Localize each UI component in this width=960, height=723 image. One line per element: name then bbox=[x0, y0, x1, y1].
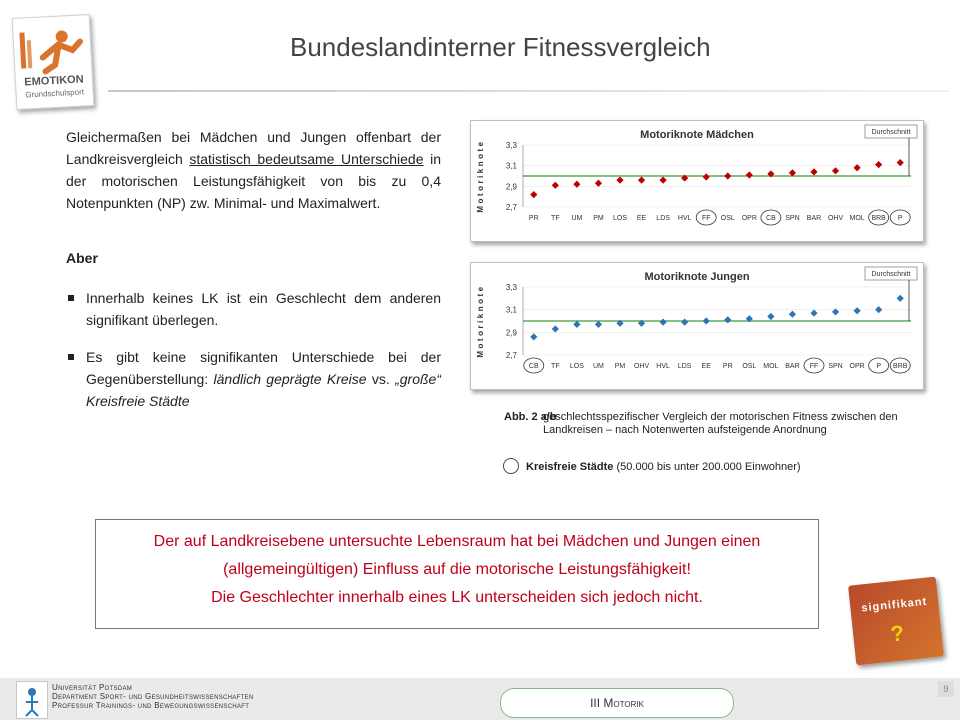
section-label: III Motorik bbox=[590, 696, 644, 710]
boys-point bbox=[681, 319, 688, 326]
boys-point bbox=[530, 333, 537, 340]
girls-point bbox=[746, 171, 753, 178]
boys-category-label: OHV bbox=[633, 363, 650, 370]
conclusion-box bbox=[95, 519, 819, 629]
boys-ytick: 3,3 bbox=[505, 283, 517, 292]
boys-legend-label: Durchschnitt bbox=[871, 271, 911, 278]
boys-category-label: PR bbox=[722, 363, 733, 370]
boys-point bbox=[854, 307, 861, 314]
girls-category-label: BAR bbox=[806, 215, 822, 222]
chart-girls bbox=[470, 120, 924, 242]
stamp-word: signifikant bbox=[860, 595, 928, 615]
kreisfreie-range: (50.000 bis unter 200.000 Einwohner) bbox=[613, 461, 801, 473]
title-divider bbox=[108, 90, 950, 92]
boys-category-label: CB bbox=[528, 363, 539, 370]
girls-point bbox=[616, 177, 623, 184]
boys-category-label: PM bbox=[614, 363, 626, 370]
girls-legend-label: Durchschnitt bbox=[871, 129, 911, 136]
girls-category-label: BRB bbox=[871, 215, 886, 222]
boys-point bbox=[573, 321, 580, 328]
boys-category-label: LOS bbox=[569, 363, 584, 370]
figure-caption-text: geschlechtsspezifischer Vergleich der motorischen Fitness zwischen den Landkreisen – nach Notenwerten aufsteigende Anordnung bbox=[543, 411, 898, 436]
boys-ytick: 3,1 bbox=[505, 305, 517, 315]
boys-point bbox=[595, 321, 602, 328]
boys-point bbox=[789, 311, 796, 318]
boys-title: Motoriknote Jungen bbox=[644, 271, 750, 283]
boys-category-label: BAR bbox=[785, 363, 800, 370]
girls-point bbox=[875, 161, 882, 168]
girls-point bbox=[530, 191, 537, 198]
boys-category-label: TF bbox=[551, 363, 560, 370]
page-title: Bundeslandinterner Fitnessvergleich bbox=[290, 32, 711, 62]
girls-category-label: MOL bbox=[849, 215, 865, 222]
girls-point bbox=[703, 173, 710, 180]
bullet-text-2-italic: ländlich geprägte Kreise bbox=[213, 371, 367, 387]
university-line-3: Professur Trainings- und Bewegungswissenschaft bbox=[52, 701, 250, 710]
girls-point bbox=[724, 172, 731, 179]
university-info bbox=[52, 683, 253, 710]
girls-ytick: 2,9 bbox=[505, 182, 517, 192]
girls-point bbox=[660, 177, 667, 184]
chart-boys-svg bbox=[471, 263, 923, 389]
bullet-text-2-mid: vs. bbox=[366, 371, 396, 387]
bullet-text-1: Innerhalb keines LK ist ein Geschlecht dem anderen signifikant überlegen. bbox=[86, 290, 441, 328]
boys-point bbox=[724, 316, 731, 323]
girls-category-label: P bbox=[897, 215, 903, 222]
section-indicator[interactable] bbox=[500, 688, 734, 718]
girls-category-label: SPN bbox=[785, 215, 800, 222]
girls-point bbox=[573, 181, 580, 188]
boys-category-label: OSL bbox=[742, 363, 757, 370]
intro-text-underlined: statistisch bedeutsame Unterschiede bbox=[189, 151, 424, 167]
conclusion-line-1: Der auf Landkreisebene untersuchte Lebensraum hat bei Mädchen und Jungen einen bbox=[153, 533, 761, 550]
girls-category-label: UM bbox=[571, 215, 583, 222]
aber-heading: Aber bbox=[66, 250, 98, 266]
bullet-item-2 bbox=[66, 346, 441, 412]
boys-point bbox=[810, 309, 817, 316]
boys-point bbox=[660, 319, 667, 326]
boys-category-label: FF bbox=[809, 363, 819, 370]
kreisfreie-legend bbox=[526, 461, 801, 473]
boys-point bbox=[875, 306, 882, 313]
boys-category-label: UM bbox=[592, 363, 604, 370]
logo-word: EMOTIKON bbox=[24, 73, 84, 89]
intro-paragraph bbox=[66, 126, 441, 214]
girls-category-label: CB bbox=[766, 215, 776, 222]
boys-point bbox=[767, 313, 774, 320]
girls-point bbox=[897, 159, 904, 166]
bullet-text-2-pre: Es gibt keine signifikanten Unterschiede bei der Gegenüberstellung: bbox=[86, 349, 441, 387]
signifikant-stamp bbox=[848, 577, 944, 666]
kreisfreie-circle-icon bbox=[503, 458, 519, 474]
boys-category-label: SPN bbox=[828, 363, 843, 370]
girls-title: Motoriknote Mädchen bbox=[640, 129, 754, 141]
logo-sub: Grundschulsport bbox=[25, 87, 85, 100]
boys-ylabel: Motoriknote bbox=[476, 284, 485, 358]
boys-point bbox=[897, 295, 904, 302]
girls-point bbox=[552, 182, 559, 189]
girls-category-label: HVL bbox=[677, 215, 692, 222]
boys-category-label: HVL bbox=[656, 363, 670, 370]
university-line-1: Universität Potsdam bbox=[52, 683, 133, 692]
boys-legend bbox=[865, 267, 917, 280]
girls-ytick: 3,3 bbox=[505, 141, 517, 150]
bullet-text-2-italic2: „große“ Kreisfreie Städte bbox=[86, 371, 441, 409]
question-mark-icon: ? bbox=[889, 620, 906, 647]
girls-point bbox=[595, 180, 602, 187]
chart-girls-svg bbox=[471, 121, 923, 241]
intro-text-post: in der motorischen Leistungsfähigkeit von bis zu 0,4 Notenpunkten (NP) zw. Minimal- und Maximalwert. bbox=[66, 151, 441, 211]
girls-category-label: OPR bbox=[741, 215, 757, 222]
boys-category-label: MOL bbox=[763, 363, 779, 370]
girls-point bbox=[854, 164, 861, 171]
girls-category-label: TF bbox=[551, 215, 560, 222]
girls-ytick: 3,1 bbox=[505, 161, 517, 171]
girls-category-label: PM bbox=[593, 215, 604, 222]
conclusion-line-3: Die Geschlechter innerhalb eines LK unterscheiden sich jedoch nicht. bbox=[211, 589, 703, 606]
kreisfreie-label: Kreisfreie Städte bbox=[526, 461, 614, 473]
conclusion-line-2: (allgemeingültigen) Einfluss auf die motorische Leistungsfähigkeit! bbox=[223, 561, 691, 578]
boys-category-label: LDS bbox=[677, 363, 692, 370]
figure-caption-label: Abb. 2 a/b bbox=[504, 411, 557, 423]
girls-category-label: OHV bbox=[827, 215, 844, 222]
girls-ylabel: Motoriknote bbox=[476, 139, 485, 213]
intro-text-pre: Gleichermaßen bei Mädchen und Jungen offenbart der Landkreisvergleich bbox=[66, 129, 441, 167]
emotikon-logo bbox=[12, 14, 95, 110]
girls-category-label: LOS bbox=[612, 215, 628, 222]
boys-category-label: OPR bbox=[849, 363, 865, 370]
boys-category-label: P bbox=[876, 363, 882, 370]
boys-category-label: BRB bbox=[893, 363, 908, 370]
girls-point bbox=[832, 167, 839, 174]
university-line-2: Department Sport- und Gesundheitswissenschaften bbox=[52, 692, 254, 701]
boys-category-label: EE bbox=[701, 363, 711, 370]
page-number: 9 bbox=[938, 681, 954, 697]
boys-point bbox=[703, 317, 710, 324]
chart-boys bbox=[470, 262, 924, 390]
girls-category-label: EE bbox=[636, 215, 647, 222]
girls-category-label: LDS bbox=[656, 215, 670, 222]
girls-point bbox=[638, 177, 645, 184]
bullet-item-1 bbox=[66, 287, 441, 331]
girls-point bbox=[810, 168, 817, 175]
girls-legend bbox=[865, 125, 917, 138]
girls-ytick: 2,7 bbox=[505, 203, 517, 212]
boys-ytick: 2,7 bbox=[505, 351, 517, 360]
girls-category-label: FF bbox=[701, 215, 711, 222]
girls-category-label: OSL bbox=[720, 215, 735, 222]
boys-point bbox=[552, 325, 559, 332]
boys-ytick: 2,9 bbox=[505, 328, 517, 338]
girls-category-label: PR bbox=[528, 215, 539, 222]
university-logo-icon bbox=[16, 681, 48, 719]
